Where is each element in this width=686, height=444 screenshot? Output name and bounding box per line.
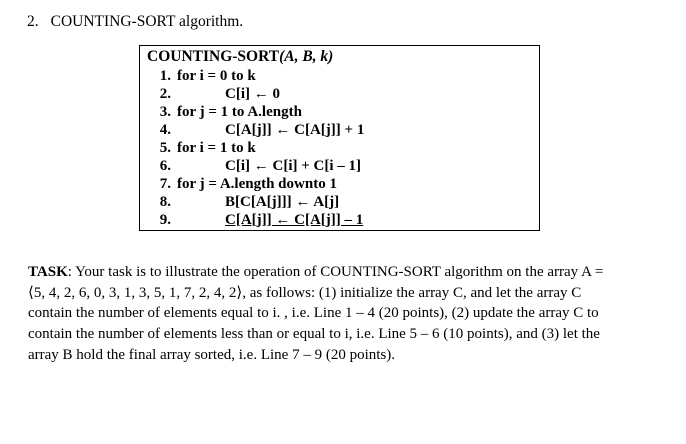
code-line-2 <box>147 86 280 104</box>
line-code: C[A[j]] ← C[A[j]] – 1 <box>225 212 364 228</box>
code-line-3 <box>147 104 302 122</box>
line-number: 6. <box>159 158 171 174</box>
code-line-7 <box>147 176 337 194</box>
line-number: 8. <box>159 194 171 210</box>
line-code: for j = A.length downto 1 <box>177 176 337 192</box>
line-number: 7. <box>159 176 171 192</box>
line-code: B[C[A[j]]] ← A[j] <box>225 194 340 210</box>
task-line-5: array B hold the final array sorted, i.e. Line 7 – 9 (20 points). <box>28 346 395 363</box>
task-line-1 <box>28 262 658 283</box>
code-line-8 <box>147 194 339 212</box>
code-line-4 <box>147 122 364 140</box>
line-number: 3. <box>159 104 171 120</box>
line-number: 4. <box>159 122 171 138</box>
task-line-2: ⟨5, 4, 2, 6, 0, 3, 1, 3, 5, 1, 7, 2, 4, 2⟩, as follows: (1) initialize the array C, and let the array C <box>28 284 582 301</box>
code-line-9 <box>147 212 363 230</box>
task-description <box>28 262 658 366</box>
line-code: for i = 1 to k <box>177 140 256 156</box>
task-line-text: : Your task is to illustrate the operation of COUNTING-SORT algorithm on the array A = <box>67 264 604 280</box>
code-line-1 <box>147 68 256 86</box>
problem-heading <box>27 13 243 31</box>
algorithm-name: COUNTING-SORT <box>147 48 280 65</box>
task-line-3: contain the number of elements equal to i. , i.e. Line 1 – 4 (20 points), (2) update the array C to <box>28 305 599 322</box>
line-code: C[A[j]] ← C[A[j]] + 1 <box>225 122 365 138</box>
line-code: for i = 0 to k <box>177 68 256 84</box>
code-line-6 <box>147 158 361 176</box>
line-code: C[i] ← 0 <box>225 86 280 102</box>
problem-title: COUNTING-SORT algorithm. <box>50 13 244 30</box>
task-line-4: contain the number of elements less than or equal to i, i.e. Line 5 – 6 (10 points), and (3) let the <box>28 326 600 343</box>
line-number: 5. <box>159 140 171 156</box>
algorithm-params: (A, B, k) <box>279 48 334 65</box>
code-line-5 <box>147 140 256 158</box>
line-number: 9. <box>159 212 171 228</box>
problem-number: 2. <box>27 13 39 30</box>
line-code: C[i] ← C[i] + C[i – 1] <box>225 158 362 174</box>
line-number: 2. <box>159 86 171 102</box>
task-label: TASK <box>28 264 68 280</box>
line-code: for j = 1 to A.length <box>177 104 302 120</box>
line-number: 1. <box>159 68 171 84</box>
pseudocode-box <box>139 45 540 231</box>
algorithm-signature <box>147 48 333 66</box>
